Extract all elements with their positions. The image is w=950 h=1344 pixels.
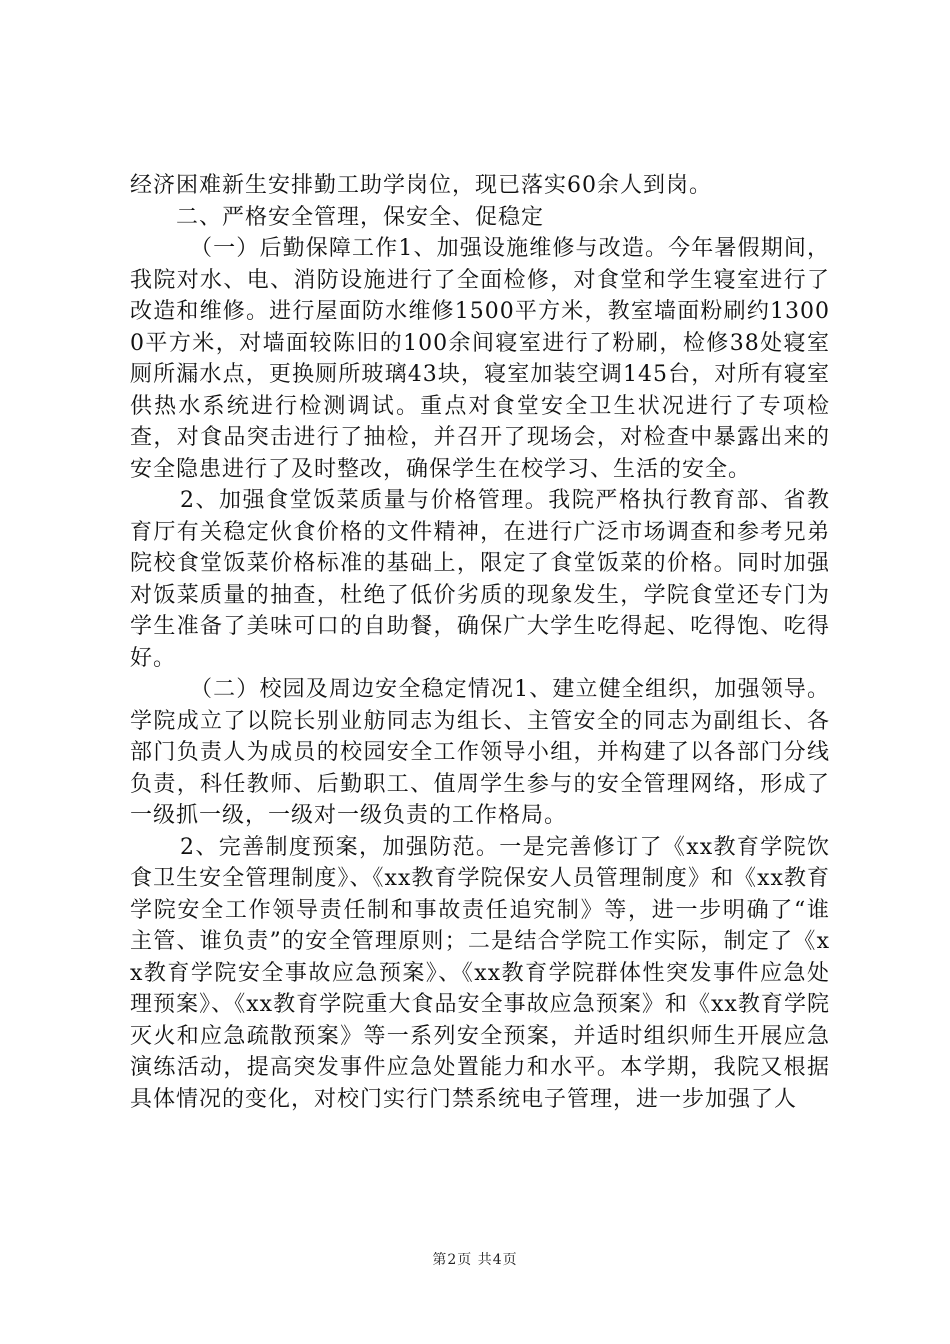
section-heading-2: 二、严格安全管理，保安全、促稳定 <box>176 204 545 230</box>
page-number-footer: 第2页 共4页 <box>432 1252 518 1268</box>
paragraph-canteen: 2、加强食堂饭菜质量与价格管理。我院严格执行教育部、省教育厅有关稳定伙食价格的文件精神，在进行广泛市场调查和参考兄弟院校食堂饭菜价格标准的基础上，限定了食堂饭菜的价格。同时加强对饭菜质量的抽查，杜绝了低价劣质的现象发生，学院食堂还专门为学生准备了美味可口的自助餐，确保广大学生吃得起、吃得饱、吃得好。 <box>130 488 830 671</box>
document-body <box>130 170 830 1115</box>
paragraph-campus-safety: （二）校园及周边安全稳定情况1、建立健全组织，加强领导。学院成立了以院长别业舫同志为组长、主管安全的同志为副组长、各部门负责人为成员的校园安全工作领导小组，并构建了以各部门分线负责，科任教师、后勤职工、值周学生参与的安全管理网络，形成了一级抓一级，一级对一级负责的工作格局。 <box>130 677 830 828</box>
paragraph-logistics: （一）后勤保障工作1、加强设施维修与改造。今年暑假期间，我院对水、电、消防设施进行了全面检修，对食堂和学生寝室进行了改造和维修。进行屋面防水维修1500平方米，教室墙面粉刷约13000平方米，对墙面较陈旧的100余间寝室进行了粉刷，检修38处寝室厕所漏水点，更换厕所玻璃43块，寝室加装空调145台，对所有寝室供热水系统进行检测调试。重点对食堂安全卫生状况进行了专项检查，对食品突击进行了抽检，并召开了现场会，对检查中暴露出来的安全隐患进行了及时整改，确保学生在校学习、生活的安全。 <box>130 236 830 482</box>
paragraph-regulations: 2、完善制度预案，加强防范。一是完善修订了《xx教育学院饮食卫生安全管理制度》、《xx教育学院保安人员管理制度》和《xx教育学院安全工作领导责任制和事故责任追究制》等，进一步明确了“谁主管、谁负责”的安全管理原则；二是结合学院工作实际，制定了《xx教育学院安全事故应急预案》、《xx教育学院群体性突发事件应急处理预案》、《xx教育学院重大食品安全事故应急预案》和《xx教育学院灭火和应急疏散预案》等一系列安全预案，并适时组织师生开展应急演练活动，提高突发事件应急处置能力和水平。本学期，我院又根据具体情况的变化，对校门实行门禁系统电子管理，进一步加强了人 <box>130 834 830 1112</box>
paragraph-continuation: 经济困难新生安排勤工助学岗位，现已落实60余人到岗。 <box>130 173 712 198</box>
